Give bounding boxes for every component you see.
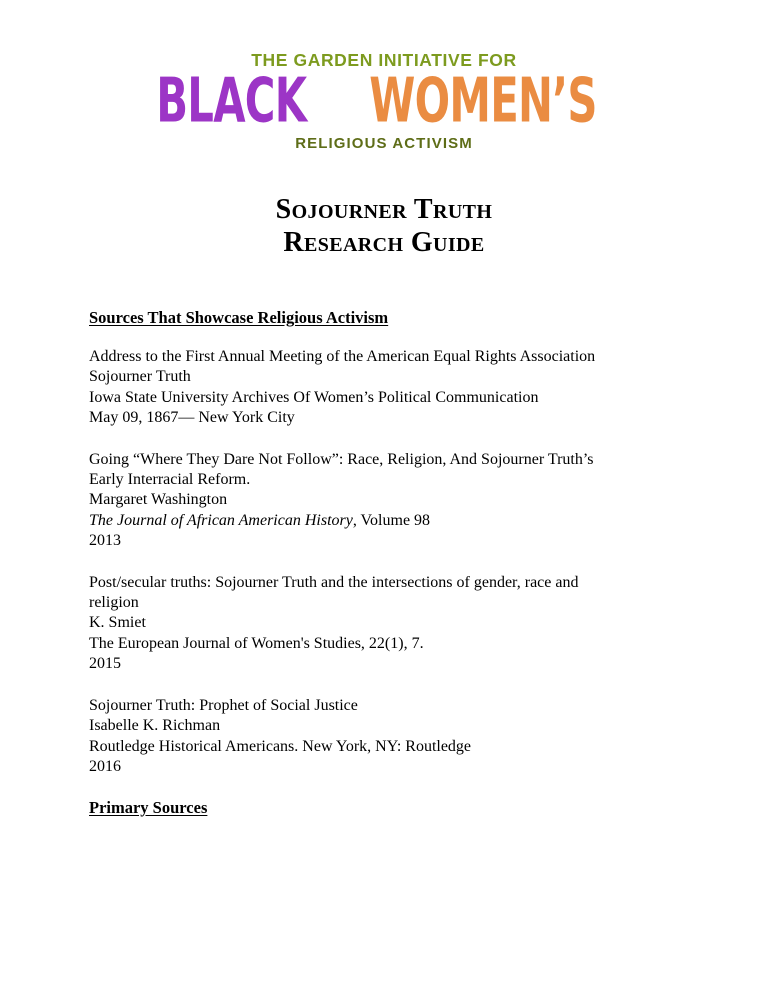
page-title-line-2: Research Guide [283, 227, 485, 258]
citation-entry [89, 347, 669, 429]
spacer [89, 675, 669, 696]
page-title [0, 193, 768, 259]
citation-line: Early Interracial Reform. [89, 471, 251, 489]
logo-word-womens: WOMEN’S [369, 63, 598, 136]
logo-wordmark [0, 63, 768, 136]
citation-line: Routledge Historical Americans. New York, NY: Routledge [89, 737, 472, 755]
citation-line: Address to the First Annual Meeting of the American Equal Rights Association [89, 348, 596, 365]
spacer [89, 328, 669, 347]
citation-line: Iowa State University Archives Of Women’s Political Communication [89, 388, 539, 406]
citation-line: K. Smiet [89, 614, 146, 632]
spacer [89, 777, 669, 798]
citation-entry [89, 573, 669, 675]
logo-tagline-bottom: RELIGIOUS ACTIVISM [295, 134, 473, 152]
citation-line: 2015 [89, 655, 121, 673]
page-title-line-1: Sojourner Truth [275, 194, 493, 225]
citation-line: religion [89, 594, 139, 612]
logo-word-black: BLACK [155, 63, 307, 136]
citation-line: Sojourner Truth: Prophet of Social Justice [89, 696, 358, 714]
logo-tagline-top: THE GARDEN INITIATIVE FOR [251, 50, 517, 70]
citation-line: 2013 [89, 532, 121, 550]
citation-line: Margaret Washington [89, 491, 228, 509]
citation-entry [89, 450, 669, 552]
citation-line: Going “Where They Dare Not Follow”: Race, Religion, And Sojourner Truth’s [89, 450, 594, 468]
spacer [89, 552, 669, 573]
section-heading-primary-sources: Primary Sources [89, 798, 208, 818]
citation-line: May 09, 1867— New York City [89, 409, 295, 427]
citation-entry [89, 696, 669, 778]
citation-line: Isabelle K. Richman [89, 717, 221, 735]
citation-line: Sojourner Truth [89, 368, 191, 386]
document-body [89, 308, 669, 818]
journal-volume: , Volume 98 [352, 511, 431, 529]
citation-line: The European Journal of Women's Studies, 22(1), 7. [89, 634, 424, 652]
journal-title: The Journal of African American History [89, 511, 353, 529]
section-heading-religious-activism: Sources That Showcase Religious Activism [89, 308, 389, 327]
spacer [89, 429, 669, 450]
citation-line [89, 511, 669, 531]
citation-line: Post/secular truths: Sojourner Truth and the intersections of gender, race and [89, 573, 579, 591]
citation-line: 2016 [89, 757, 121, 775]
organization-logo [0, 52, 768, 151]
